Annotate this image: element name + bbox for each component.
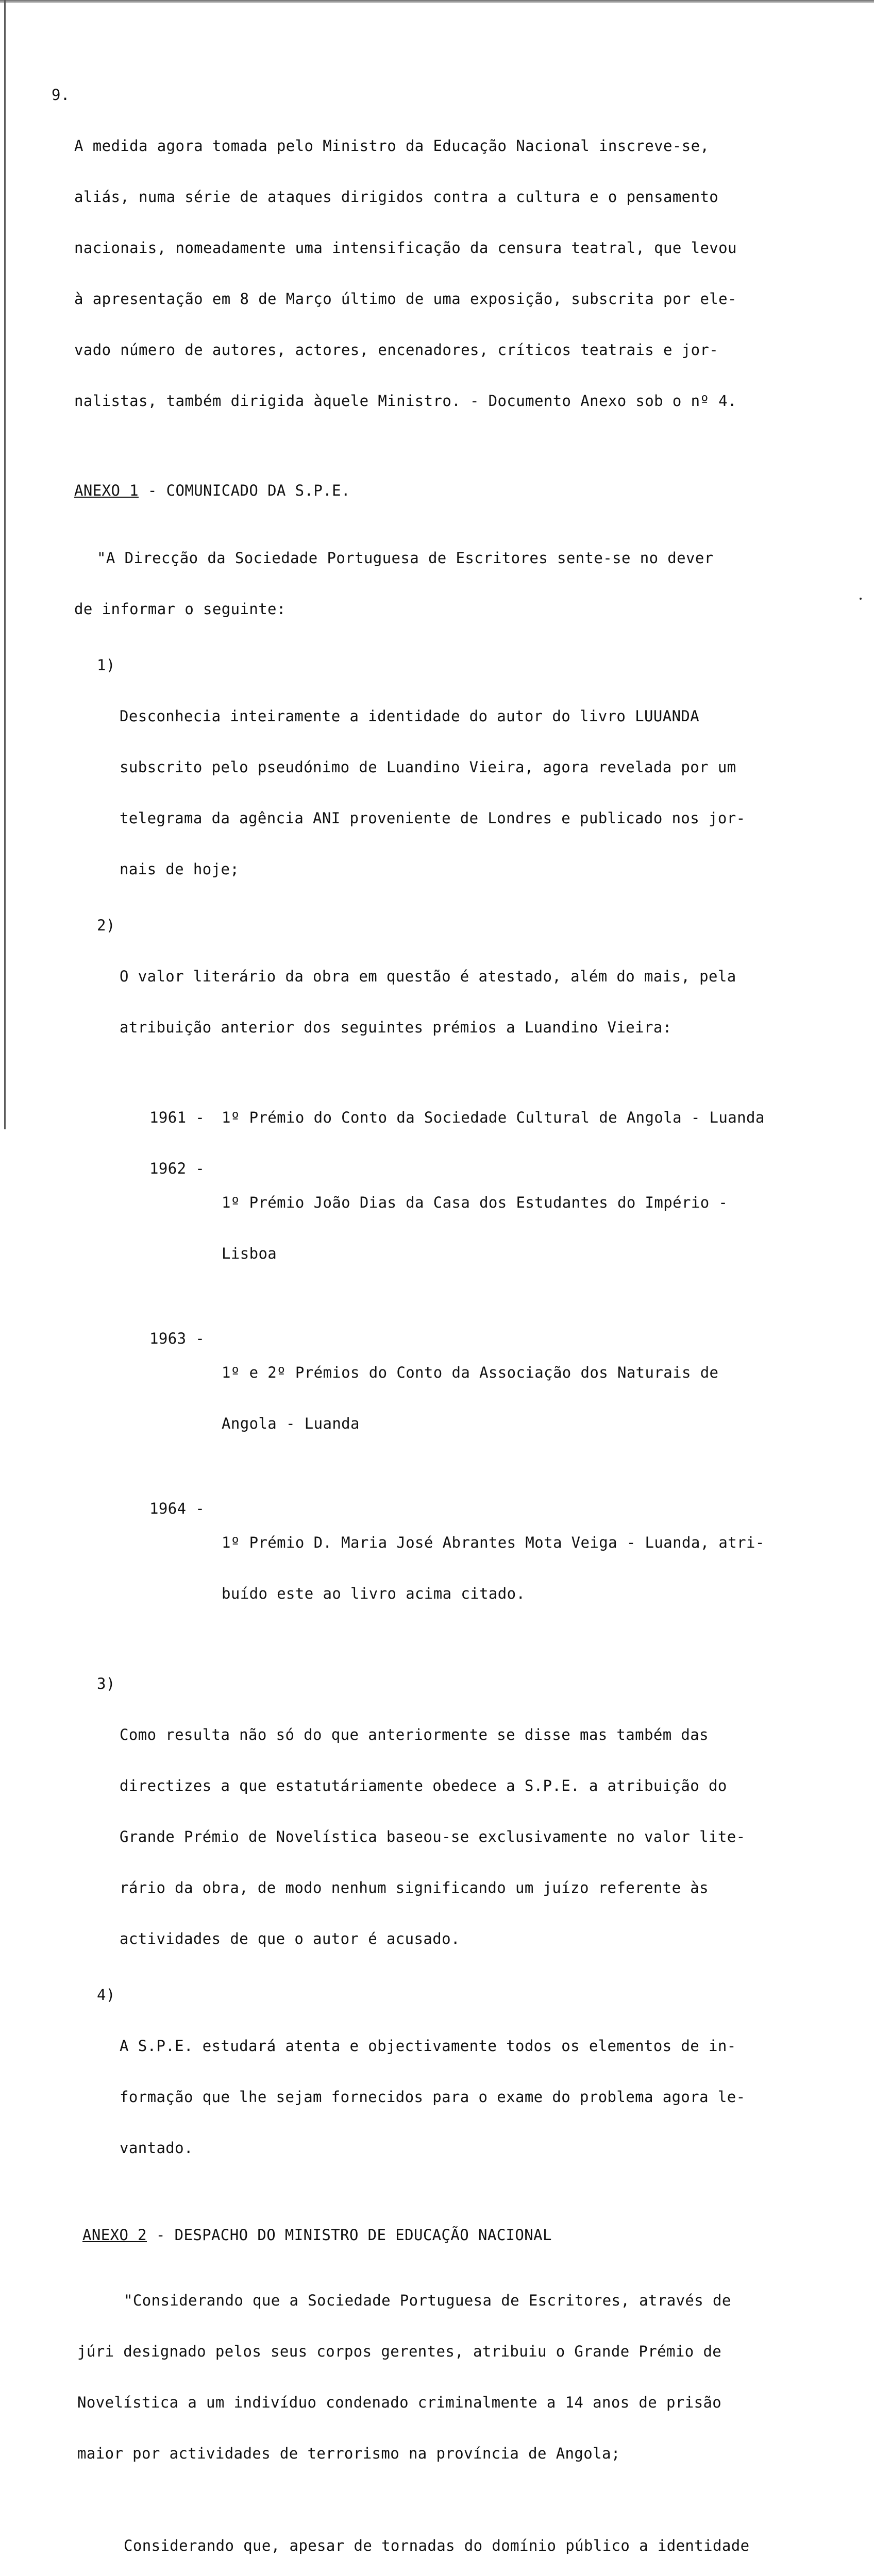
annex-1-title: - COMUNICADO DA S.P.E. <box>139 482 350 499</box>
prize-entry <box>149 1330 835 1466</box>
prize-line: 1º e 2º Prémios do Conto da Associação dos Naturais de <box>222 1364 719 1381</box>
item-line: actividades de que o autor é acusado. <box>120 1930 460 1947</box>
despacho-line: júri designado pelos seus corpos gerentes, atribuiu o Grande Prémio de <box>77 2343 722 2360</box>
prize-line: 1º Prémio D. Maria José Abrantes Mota Veiga - Luanda, atri- <box>222 1534 765 1551</box>
annex-1-item-4 <box>97 1987 835 2191</box>
intro-line: de informar o seguinte: <box>74 600 286 618</box>
annex-1-item-3 <box>97 1675 835 1981</box>
prize-line: buído este ao livro acima citado. <box>222 1585 526 1602</box>
prize-entry <box>149 1500 835 1636</box>
item-line: Desconhecia inteiramente a identidade do autor do livro LUUANDA <box>120 707 700 725</box>
annex-2-heading <box>82 2227 835 2244</box>
annex-1-item-2 <box>97 917 835 1070</box>
annex-2-label: ANEXO 2 <box>82 2226 147 2244</box>
prize-line: 1º Prémio João Dias da Casa dos Estudantes do Império - <box>222 1194 728 1211</box>
prize-list <box>52 1075 835 1670</box>
prize-year: 1963 - <box>149 1330 205 1347</box>
intro-line: "A Direcção da Sociedade Portuguesa de Escritores sente-se no dever <box>97 549 714 567</box>
prize-entry <box>149 1160 835 1296</box>
scan-speck <box>860 598 862 600</box>
prize-line: Angola - Luanda <box>222 1415 360 1432</box>
item-line: Como resulta não só do que anteriormente se disse mas também das <box>120 1726 709 1743</box>
annex-1-label: ANEXO 1 <box>74 482 139 499</box>
para9-line: vado número de autores, actores, encenadores, críticos teatrais e jor- <box>74 341 719 359</box>
paragraph-number: 9. <box>52 86 70 104</box>
prize-line: 1º Prémio do Conto da Sociedade Cultural de Angola - Luanda <box>222 1109 765 1126</box>
annex-2-title: - DESPACHO DO MINISTRO DE EDUCAÇÃO NACIONAL <box>147 2226 552 2244</box>
item-line: A S.P.E. estudará atenta e objectivamente todos os elementos de in- <box>120 2037 736 2055</box>
para9-line: nacionais, nomeadamente uma intensificação da censura teatral, que levou <box>74 239 737 257</box>
despacho-line: maior por actividades de terrorismo na província de Angola; <box>77 2445 620 2462</box>
item-line: Grande Prémio de Novelística baseou-se exclusivamente no valor lite- <box>120 1828 746 1845</box>
item-line: atribuição anterior dos seguintes prémios a Luandino Vieira: <box>120 1019 672 1036</box>
annex-1-heading <box>74 482 835 499</box>
para9-line: à apresentação em 8 de Março último de uma exposição, subscrita por ele- <box>74 290 737 308</box>
item-line: subscrito pelo pseudónimo de Luandino Vieira, agora revelada por um <box>120 758 736 776</box>
item-line: directizes a que estatutáriamente obedece a S.P.E. a atribuição do <box>120 1777 727 1794</box>
item-number: 4) <box>97 1986 115 2004</box>
prize-entry <box>149 1109 835 1126</box>
item-line: rário da obra, de modo nenhum significando um juízo referente às <box>120 1879 709 1896</box>
prize-year: 1962 - <box>149 1160 205 1177</box>
document-page <box>52 87 835 2576</box>
prize-year: 1961 - <box>149 1109 205 1126</box>
item-line: vantado. <box>120 2139 193 2157</box>
despacho-line: Novelística a um indivíduo condenado criminalmente a 14 anos de prisão <box>77 2394 722 2411</box>
scan-top-edge <box>0 0 874 3</box>
item-number: 2) <box>97 917 115 934</box>
prize-line: Lisboa <box>222 1245 277 1262</box>
despacho-line: Considerando que, apesar de tornadas do domínio público a identidade <box>124 2537 750 2554</box>
item-line: telegrama da agência ANI proveniente de Londres e publicado nos jor- <box>120 809 746 827</box>
para9-line: nalistas, também dirigida àquele Ministro. - Documento Anexo sob o nº 4. <box>74 392 737 410</box>
annex-1-intro <box>74 516 835 652</box>
item-line: O valor literário da obra em questão é atestado, além do mais, pela <box>120 968 736 985</box>
despacho-line: "Considerando que a Sociedade Portuguesa de Escritores, através de <box>124 2292 731 2309</box>
para9-line: A medida agora tomada pelo Ministro da Educação Nacional inscreve-se, <box>74 137 710 155</box>
despacho-paragraph <box>77 2258 835 2496</box>
despacho-paragraph <box>77 2503 835 2576</box>
annex-1-item-1 <box>97 657 835 912</box>
item-number: 1) <box>97 656 115 674</box>
item-line: nais de hoje; <box>120 860 240 878</box>
prize-year: 1964 - <box>149 1500 205 1517</box>
scan-left-edge <box>4 0 6 1129</box>
item-line: formação que lhe sejam fornecidos para o exame do problema agora le- <box>120 2088 746 2106</box>
item-number: 3) <box>97 1675 115 1692</box>
para9-line: aliás, numa série de ataques dirigidos contra a cultura e o pensamento <box>74 188 719 206</box>
paragraph-9 <box>52 87 835 444</box>
